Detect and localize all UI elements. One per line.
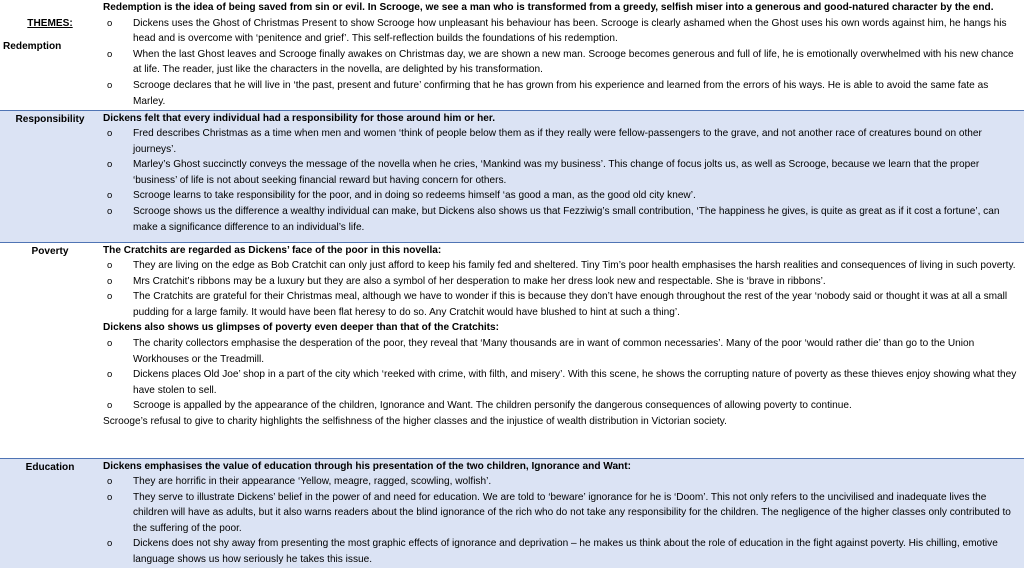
row-responsibility: [0, 110, 1024, 242]
heading-education: Dickens emphasises the value of education through his presentation of the two children, Ignorance and Want:: [103, 460, 631, 472]
list-item: [103, 258, 1018, 274]
bullets-poverty-deeper: [103, 336, 1018, 414]
bullet-marker-icon: o: [107, 79, 113, 91]
bullet-text: Dickens uses the Ghost of Christmas Present to show Scrooge how unpleasant his behaviour has been. Scrooge is clearly ashamed when the Ghost uses his own words against him, he hangs his head and is overcome with ‘penitence and grief’. This self-reflection builds the foundations of his redemption.: [133, 17, 1007, 45]
list-item: [103, 157, 1018, 188]
bullet-text: Dickens places Old Joe’ shop in a part of the city which ‘reeked with crime, with filth, and misery’. With this scene, he shows the corrupting nature of poverty as these thieves enjoy showing what they have stolen to sell.: [133, 369, 1017, 396]
list-item: [103, 398, 1018, 414]
bullet-marker-icon: o: [107, 17, 113, 29]
bullet-marker-icon: o: [107, 476, 113, 488]
bullet-text: Scrooge declares that he will live in ‘the past, present and future’ confirming that he has grown from his experience and learned from the errors of his ways. He is able to avoid the same fate as Marley.: [133, 79, 989, 107]
label-cell: [0, 0, 100, 110]
bullets-redemption: [103, 16, 1018, 110]
bullet-text: Scrooge shows us the difference a wealthy individual can make, but Dickens also shows us that Fezziwig’s small contribution, ‘The happiness he gives, is quite as great as if it cost a fortune’, can make a significance difference to an individual’s life.: [133, 206, 1000, 233]
heading-poverty-deeper: Dickens also shows us glimpses of poverty even deeper than that of the Cratchits:: [103, 322, 499, 334]
content-education: [100, 458, 1024, 568]
list-item: [103, 188, 1018, 204]
row-education: [0, 458, 1024, 568]
bullet-marker-icon: o: [107, 275, 113, 287]
bullet-text: They are horrific in their appearance ‘Yellow, meagre, ragged, scowling, wolfish’.: [133, 476, 492, 488]
bullets-education: [103, 474, 1018, 568]
bullet-marker-icon: o: [107, 206, 113, 218]
bullet-marker-icon: o: [107, 538, 113, 550]
bullet-text: Scrooge is appalled by the appearance of the children, Ignorance and Want. The children personify the dangerous consequences of allowing poverty to continue.: [133, 400, 852, 412]
list-item: [103, 536, 1018, 567]
heading-responsibility: Dickens felt that every individual had a responsibility for those around him or her.: [103, 112, 496, 124]
heading-poverty: The Cratchits are regarded as Dickens’ face of the poor in this novella:: [103, 244, 442, 256]
bullet-text: Fred describes Christmas as a time when men and women ‘think of people below them as if they really were fellow-passengers to the grave, and not another race of creatures bound on other journeys’.: [133, 128, 982, 155]
label-cell: [0, 242, 100, 458]
bullet-text: Mrs Cratchit’s ribbons may be a luxury but they are also a symbol of her desperation to make her dress look new and respectable. She is ‘brave in ribbons’.: [133, 275, 826, 287]
content-responsibility: [100, 110, 1024, 242]
bullet-marker-icon: o: [107, 159, 113, 171]
theme-label-redemption: Redemption: [3, 40, 62, 52]
bullets-poverty: [103, 258, 1018, 320]
theme-label-poverty: Poverty: [31, 245, 69, 257]
list-item: [103, 126, 1018, 157]
bullet-text: The Cratchits are grateful for their Christmas meal, although we have to wonder if this is because they don’t have enough throughout the rest of the year ‘nobody said or thought it was at all a small pudding for a large family. It would have been flat heresy to do so. Any Cratchit would have blushed to hint at such a thing’.: [133, 291, 1008, 318]
bullet-text: When the last Ghost leaves and Scrooge finally awakes on Christmas day, we are shown a new man. Scrooge becomes generous and full of life, he is emotionally overwhelmed with his new chance at life. The reader, just like the characters in the novella, are delighted by his transformation.: [133, 48, 1014, 76]
bullet-text: They serve to illustrate Dickens’ belief in the power of and need for education. We are told to ‘beware’ ignorance for he is ‘Doom’. This not only refers to the uncivilised and inadequate lives the children will have as adults, but it also warns readers about the blind ignorance of the rich who do not take any responsibility for the children. The negligence of the higher classes only contributed to the suffering of the poor.: [133, 491, 1011, 534]
list-item: [103, 274, 1018, 290]
label-cell: [0, 458, 100, 568]
heading-redemption: Redemption is the idea of being saved from sin or evil. In Scrooge, we see a man who is transformed from a greedy, selfish miser into a generous and good-natured character by the end.: [103, 2, 994, 13]
row-poverty: [0, 242, 1024, 458]
themes-title: THEMES:: [27, 18, 73, 29]
list-item: [103, 367, 1018, 398]
content-poverty: [100, 242, 1024, 458]
bullet-marker-icon: o: [107, 48, 113, 60]
closing-poverty: Scrooge’s refusal to give to charity highlights the selfishness of the higher classes and the injustice of wealth distribution in Victorian society.: [103, 416, 727, 428]
list-item: [103, 47, 1018, 78]
bullet-text: Scrooge learns to take responsibility for the poor, and in doing so redeems himself ‘as good a man, as the good old city knew’.: [133, 190, 696, 202]
theme-label-responsibility: Responsibility: [15, 113, 85, 125]
label-cell: [0, 110, 100, 242]
bullet-marker-icon: o: [107, 491, 113, 503]
list-item: [103, 204, 1018, 235]
bullet-text: Dickens does not shy away from presenting the most graphic effects of ignorance and deprivation – he makes us think about the role of education in the fight against poverty. His chilling, emotive language shows us how seriously he takes this issue.: [133, 538, 998, 566]
list-item: [103, 336, 1018, 367]
bullets-responsibility: [103, 126, 1018, 235]
bullet-text: They are living on the edge as Bob Cratchit can only just afford to keep his family fed and sheltered. Tiny Tim’s poor health emphasises the harsh realities and consequences of living in such poverty.: [133, 260, 1016, 272]
bullet-marker-icon: o: [107, 400, 113, 412]
bullet-marker-icon: o: [107, 369, 113, 381]
row-redemption: [0, 0, 1024, 110]
bullet-marker-icon: o: [107, 128, 113, 140]
list-item: [103, 16, 1018, 47]
content-redemption: [100, 0, 1024, 110]
bullet-marker-icon: o: [107, 260, 113, 272]
list-item: [103, 289, 1018, 320]
bullet-marker-icon: o: [107, 190, 113, 202]
bullet-text: The charity collectors emphasise the desperation of the poor, they reveal that ‘Many thousands are in want of common necessaries’. Many of the poor ‘would rather die’ than go to the Union Workhouses or the Treadmill.: [133, 338, 975, 365]
list-item: [103, 78, 1018, 109]
bullet-text: Marley’s Ghost succinctly conveys the message of the novella when he cries, ‘Mankind was my business’. This change of focus jolts us, as well as Scrooge, because we learn that the proper ‘business’ of life is not about seeking financial reward but having concern for others.: [133, 159, 980, 186]
bullet-marker-icon: o: [107, 338, 113, 350]
list-item: [103, 490, 1018, 537]
list-item: [103, 474, 1018, 490]
theme-label-education: Education: [25, 461, 75, 473]
bullet-marker-icon: o: [107, 291, 113, 303]
